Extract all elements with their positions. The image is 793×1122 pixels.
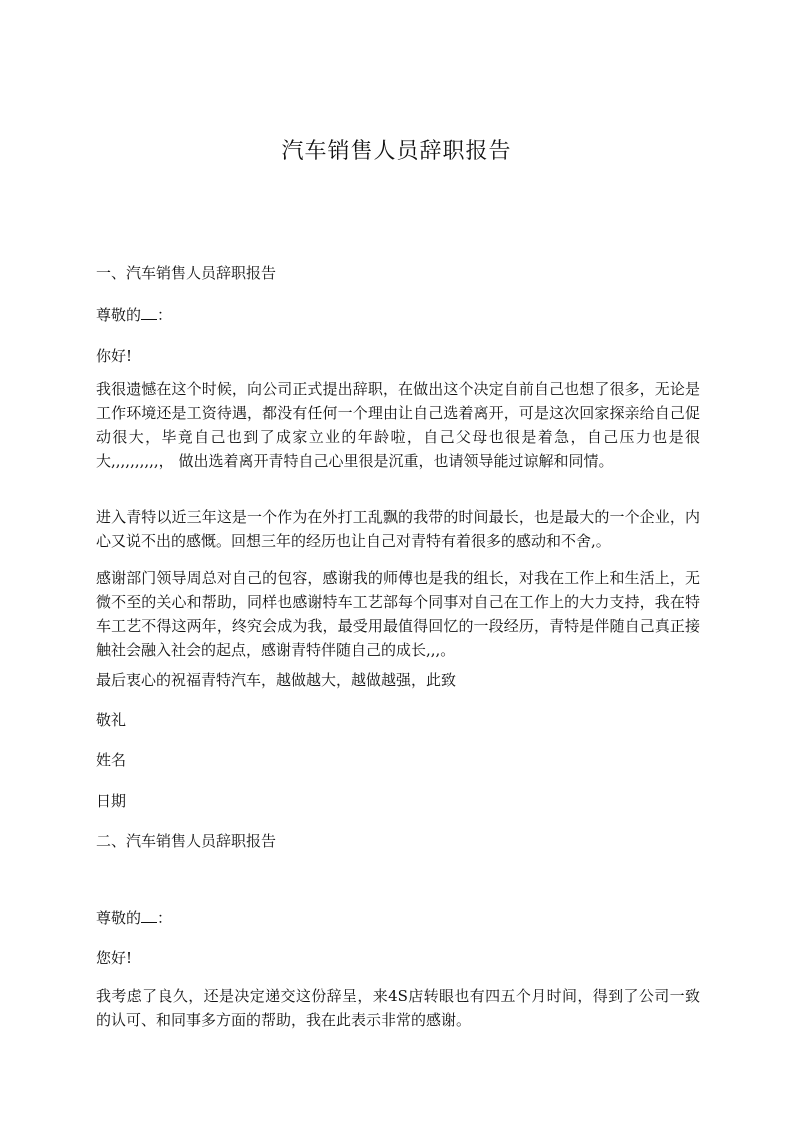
section2-salutation <box>96 906 700 930</box>
section1-paragraph-2: 进入青特以近三年这是一个作为在外打工乱飘的我带的时间最长，也是最大的一个企业，内心又说不出的感慨。回想三年的经历也让自己对青特有着很多的感动和不舍,。 <box>96 508 700 550</box>
section2-paragraph-1: 我考虑了良久，还是决定递交这份辞呈，来4S店转眼也有四五个月时间，得到了公司一致的认可、和同事多方面的帮助，我在此表示非常的感谢。 <box>96 987 700 1029</box>
section2-greeting: 您好! <box>96 949 133 967</box>
closing-text: 敬礼 <box>96 711 127 729</box>
section1-salutation <box>96 303 700 327</box>
signature-name: 姓名 <box>96 751 127 769</box>
salutation-colon: ： <box>157 306 173 324</box>
recipient-blank <box>141 908 157 923</box>
salutation-text: 尊敬的 <box>96 909 142 927</box>
recipient-blank <box>141 305 157 320</box>
signature-date: 日期 <box>96 792 127 810</box>
section1-paragraph-1: 我很遗憾在这个时候，向公司正式提出辞职，在做出这个决定自前自己也想了很多，无论是工作环境还是工资待遇，都没有任何一个理由让自己选着离开，可是这次回家探亲给自己促动很大，毕竟自己也到了成家立业的年龄啦，自己父母也很是着急，自己压力也是很大,,,,,,,,,,， 做出选着离开青特自己心里很是沉重，也请领导能过谅解和同情。 <box>96 380 700 470</box>
section2-heading: 二、汽车销售人员辞职报告 <box>96 832 277 850</box>
section1-paragraph-3: 感谢部门领导周总对自己的包容，感谢我的师傅也是我的组长，对我在工作上和生活上，无微不至的关心和帮助，同样也感谢特车工艺部每个同事对自己在工作上的大力支持，我在特车工艺不得这两年，终究会成为我，最受用最值得回忆的一段经历，青特是伴随自己真正接触社会融入社会的起点，感谢青特伴随自己的成长,,,。 <box>96 569 700 659</box>
section1-greeting: 你好! <box>96 347 133 365</box>
salutation-colon: ： <box>157 909 173 927</box>
document-title: 汽车销售人员辞职报告 <box>281 139 512 164</box>
section1-heading: 一、汽车销售人员辞职报告 <box>96 264 277 282</box>
section1-paragraph-4: 最后衷心的祝福青特汽车，越做越大，越做越强，此致 <box>96 671 457 689</box>
salutation-text: 尊敬的 <box>96 306 142 324</box>
